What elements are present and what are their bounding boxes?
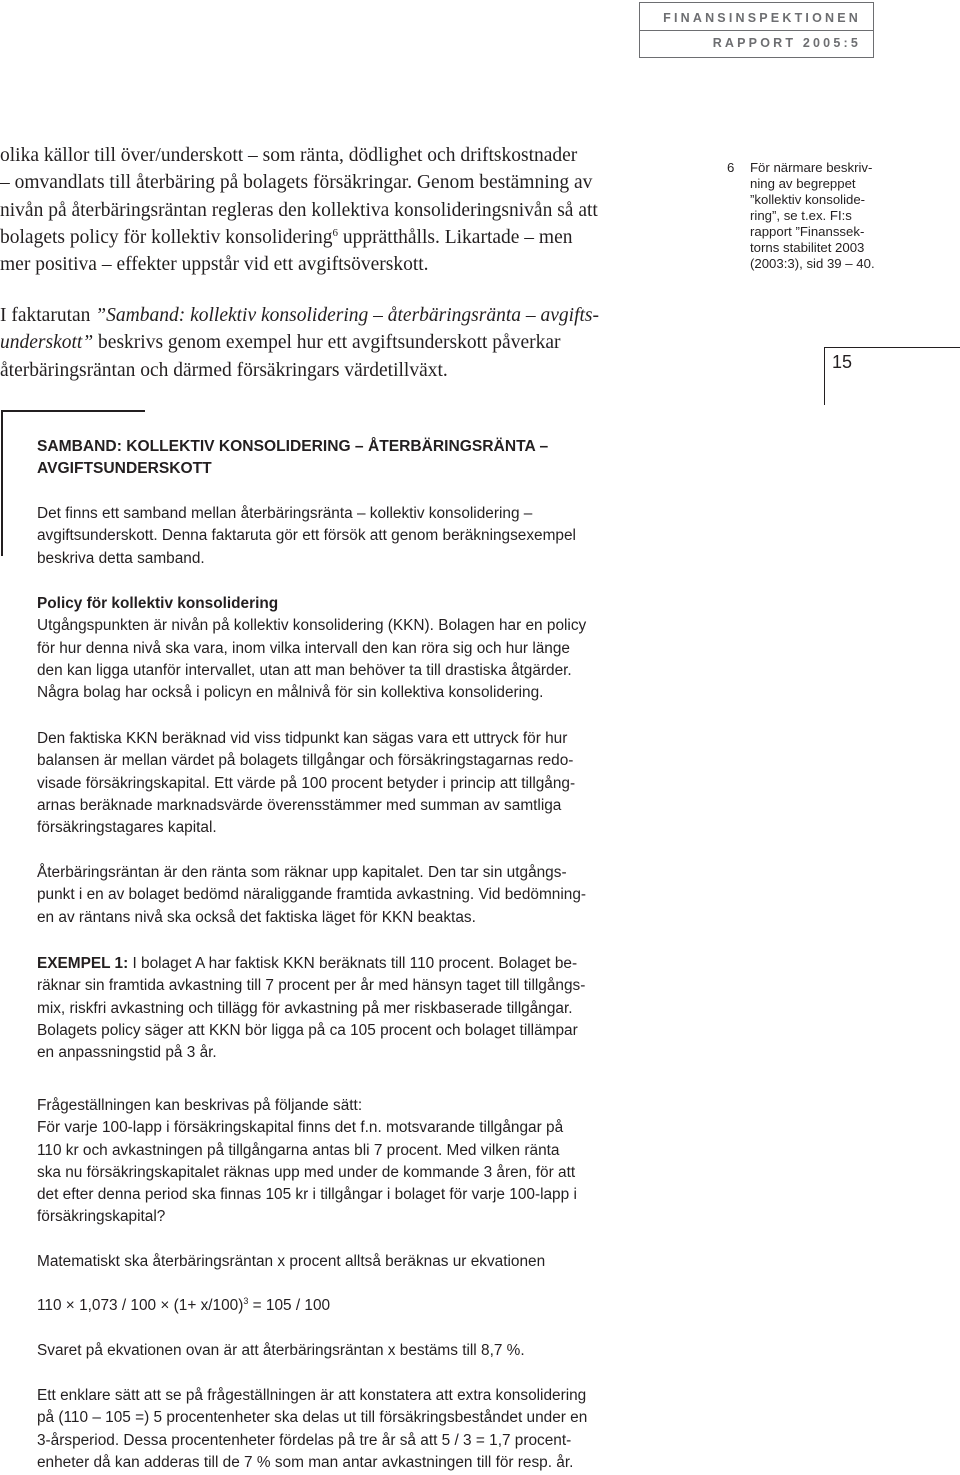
factbox-line: försäkringskapital? xyxy=(37,1208,166,1226)
math-intro xyxy=(37,1251,677,1273)
factbox-line: ska nu försäkringskapitalet räknas upp med under de kommande 3 åren, för att xyxy=(37,1163,576,1181)
example-text: I bolaget A har faktisk KKN beräknats till 110 procent. Bolaget be- xyxy=(128,955,578,972)
factbox-line: Utgångspunkten är nivån på kollektiv konsolidering (KKN). Bolagen har en policy xyxy=(37,617,587,635)
factbox-line: avgiftsunderskott. Denna faktaruta gör ett försök att genom beräkningsexempel xyxy=(37,527,576,545)
policy-heading: Policy för kollektiv konsolidering xyxy=(37,595,279,612)
factbox-line: Svaret på ekvationen ovan är att återbäringsräntan x bestäms till 8,7 %. xyxy=(37,1342,525,1359)
kkn-section xyxy=(37,728,677,839)
intro-paragraph-2 xyxy=(0,302,705,384)
page-number: 15 xyxy=(832,352,853,372)
factbox-line: på (110 – 105 =) 5 procentenheter ska delas ut till försäkringsbeståndet under en xyxy=(37,1409,588,1427)
footnote-number: 6 xyxy=(727,160,735,175)
factbox-line: visade försäkringskapital. Ett värde på 100 procent betyder i princip att tillgång- xyxy=(37,774,576,792)
factbox-intro xyxy=(37,503,677,570)
footnote xyxy=(727,160,942,272)
intro-line xyxy=(0,329,705,356)
factbox-title xyxy=(37,436,677,481)
factbox-line: räknar sin framtida avkastning till 7 procent per år med hänsyn taget till tillgångs- xyxy=(37,977,586,995)
factbox-line: enheter då kan adderas till de 7 % som man antar avkastningen till för resp. år. xyxy=(37,1453,574,1471)
footnote-line: rapport ”Finanssek- xyxy=(750,224,865,239)
factbox-title-line: AVGIFTSUNDERSKOTT xyxy=(37,460,212,478)
factbox-line: 110 kr och avkastningen på tillgångarna antas bli 7 procent. Med vilken ränta xyxy=(37,1141,560,1159)
factbox-line: Matematiskt ska återbäringsräntan x procent alltså beräknas ur ekvationen xyxy=(37,1253,546,1270)
equation xyxy=(37,1295,677,1317)
factbox-line: För varje 100-lapp i försäkringskapital finns det f.n. motsvarande tillgångar på xyxy=(37,1119,564,1137)
factbox-line: försäkringstagares kapital. xyxy=(37,819,217,837)
intro-line: – omvandlats till återbäring på bolagets försäkringar. Genom bestämning av xyxy=(0,172,593,194)
factbox-line: Frågeställningen kan beskrivas på följande sätt: xyxy=(37,1097,363,1114)
footnote-line: ”kollektiv konsolide- xyxy=(750,192,866,207)
page-number-rule xyxy=(824,347,825,405)
footnote-line: ning av begreppet xyxy=(750,176,856,191)
factbox-line: Det finns ett samband mellan återbäringsränta – kollektiv konsolidering – xyxy=(37,505,533,522)
factbox-line: 3-årsperiod. Dessa procentenheter fördelas på tre år så att 5 / 3 = 1,7 procent- xyxy=(37,1431,572,1449)
header-org: FINANSINSPEKTIONEN xyxy=(663,11,861,25)
intro-paragraph-1 xyxy=(0,142,705,278)
intro-line xyxy=(0,302,705,329)
footnote-line: ring”, se t.ex. FI:s xyxy=(750,208,852,223)
factbox-line: Återbäringsräntan är den ränta som räknar upp kapitalet. Den tar sin utgångs- xyxy=(37,864,567,881)
equation-text: 110 × 1,073 / 100 × (1+ x/100) xyxy=(37,1297,244,1314)
equation-line xyxy=(37,1295,677,1317)
intro-text: bolagets policy för kollektiv konsolidering xyxy=(0,226,333,248)
factbox-line: Den faktiska KKN beräknad vid viss tidpunkt kan sägas vara ett uttryck för hur xyxy=(37,730,568,747)
factbox-line: Ett enklare sätt att se på frågeställningen är att konstatera att extra konsolidering xyxy=(37,1387,587,1404)
example-label: EXEMPEL 1: xyxy=(37,955,129,972)
factbox-line: beskriva detta samband. xyxy=(37,549,205,567)
factbox-title-line: SAMBAND: KOLLEKTIV KONSOLIDERING – ÅTERBÄRINGSRÄNTA – xyxy=(37,438,549,455)
footnote-text xyxy=(750,160,942,272)
intro-text: I faktarutan xyxy=(0,305,96,326)
intro-line: nivån på återbäringsräntan regleras den kollektiva konsolideringsnivån så att xyxy=(0,199,598,221)
factbox-line: balansen är mellan värdet på bolagets tillgångar och försäkringstagarnas redo- xyxy=(37,752,574,770)
intro-line: mer positiva – effekter uppstår vid ett avgiftsöverskott. xyxy=(0,254,429,276)
header-report: RAPPORT 2005:5 xyxy=(712,36,861,50)
factbox-line: punkt i en av bolaget bedömd näraliggande framtida avkastning. Vid bedömning- xyxy=(37,886,587,904)
intro-text: upprätthålls. Likartade – men xyxy=(338,226,573,248)
intro-line: olika källor till över/underskott – som ränta, dödlighet och driftskostnader xyxy=(0,145,578,166)
factbox-line: en anpassningstid på 3 år. xyxy=(37,1044,217,1062)
factbox-line: arnas beräknade marknadsvärde överensstämmer med summan av samtliga xyxy=(37,796,562,814)
page-number-rule xyxy=(824,347,960,348)
policy-section xyxy=(37,593,677,704)
footnote-reference: 6 xyxy=(332,226,339,239)
factbox-line: Några bolag har också i policyn en målnivå för sin kollektiva konsolidering. xyxy=(37,684,544,702)
equation-exponent: 3 xyxy=(243,1296,249,1306)
header-divider xyxy=(640,30,873,31)
factbox-title-reference: ”Samband: kollektiv konsolidering – återbäringsränta – avgifts- xyxy=(95,305,600,326)
intro-text: beskrivs genom exempel hur ett avgiftsunderskott påverkar xyxy=(93,332,561,354)
factbox-line xyxy=(37,953,677,975)
answer xyxy=(37,1340,677,1362)
equation-text: = 105 / 100 xyxy=(248,1297,331,1314)
report-header xyxy=(639,2,874,58)
factbox-line: det efter denna period ska finnas 105 kr i tillgångar i bolaget för varje 100-lapp i xyxy=(37,1186,577,1204)
intro-line xyxy=(0,224,705,251)
factbox-title-reference: underskott” xyxy=(0,332,94,354)
factbox-line: en av räntans nivå ska också det faktiska läget för KKN beaktas. xyxy=(37,908,476,926)
factbox-frame-top xyxy=(1,410,145,412)
factbox-line: mix, riskfri avkastning och tillägg för avkastning på mer riskbaserade tillgångar. xyxy=(37,999,573,1017)
example-section xyxy=(37,953,677,1064)
question-section xyxy=(37,1095,677,1229)
simple-approach xyxy=(37,1385,677,1474)
factbox-line: för hur denna nivå ska vara, inom vilka intervall den kan röra sig och hur länge xyxy=(37,639,570,657)
factbox-frame-left xyxy=(1,410,3,556)
footnote-line: (2003:3), sid 39 – 40. xyxy=(750,256,875,271)
factbox-line: den kan ligga utanför intervallet, utan att man behöver ta till drastiska åtgärder. xyxy=(37,661,572,679)
footnote-line: För närmare beskriv- xyxy=(750,160,873,175)
intro-line: återbäringsräntan och därmed försäkringars värdetillväxt. xyxy=(0,359,448,381)
rate-section xyxy=(37,862,677,929)
factbox-line: Bolagets policy säger att KKN bör ligga på ca 105 procent och bolaget tillämpar xyxy=(37,1021,578,1039)
footnote-line: torns stabilitet 2003 xyxy=(750,240,865,255)
